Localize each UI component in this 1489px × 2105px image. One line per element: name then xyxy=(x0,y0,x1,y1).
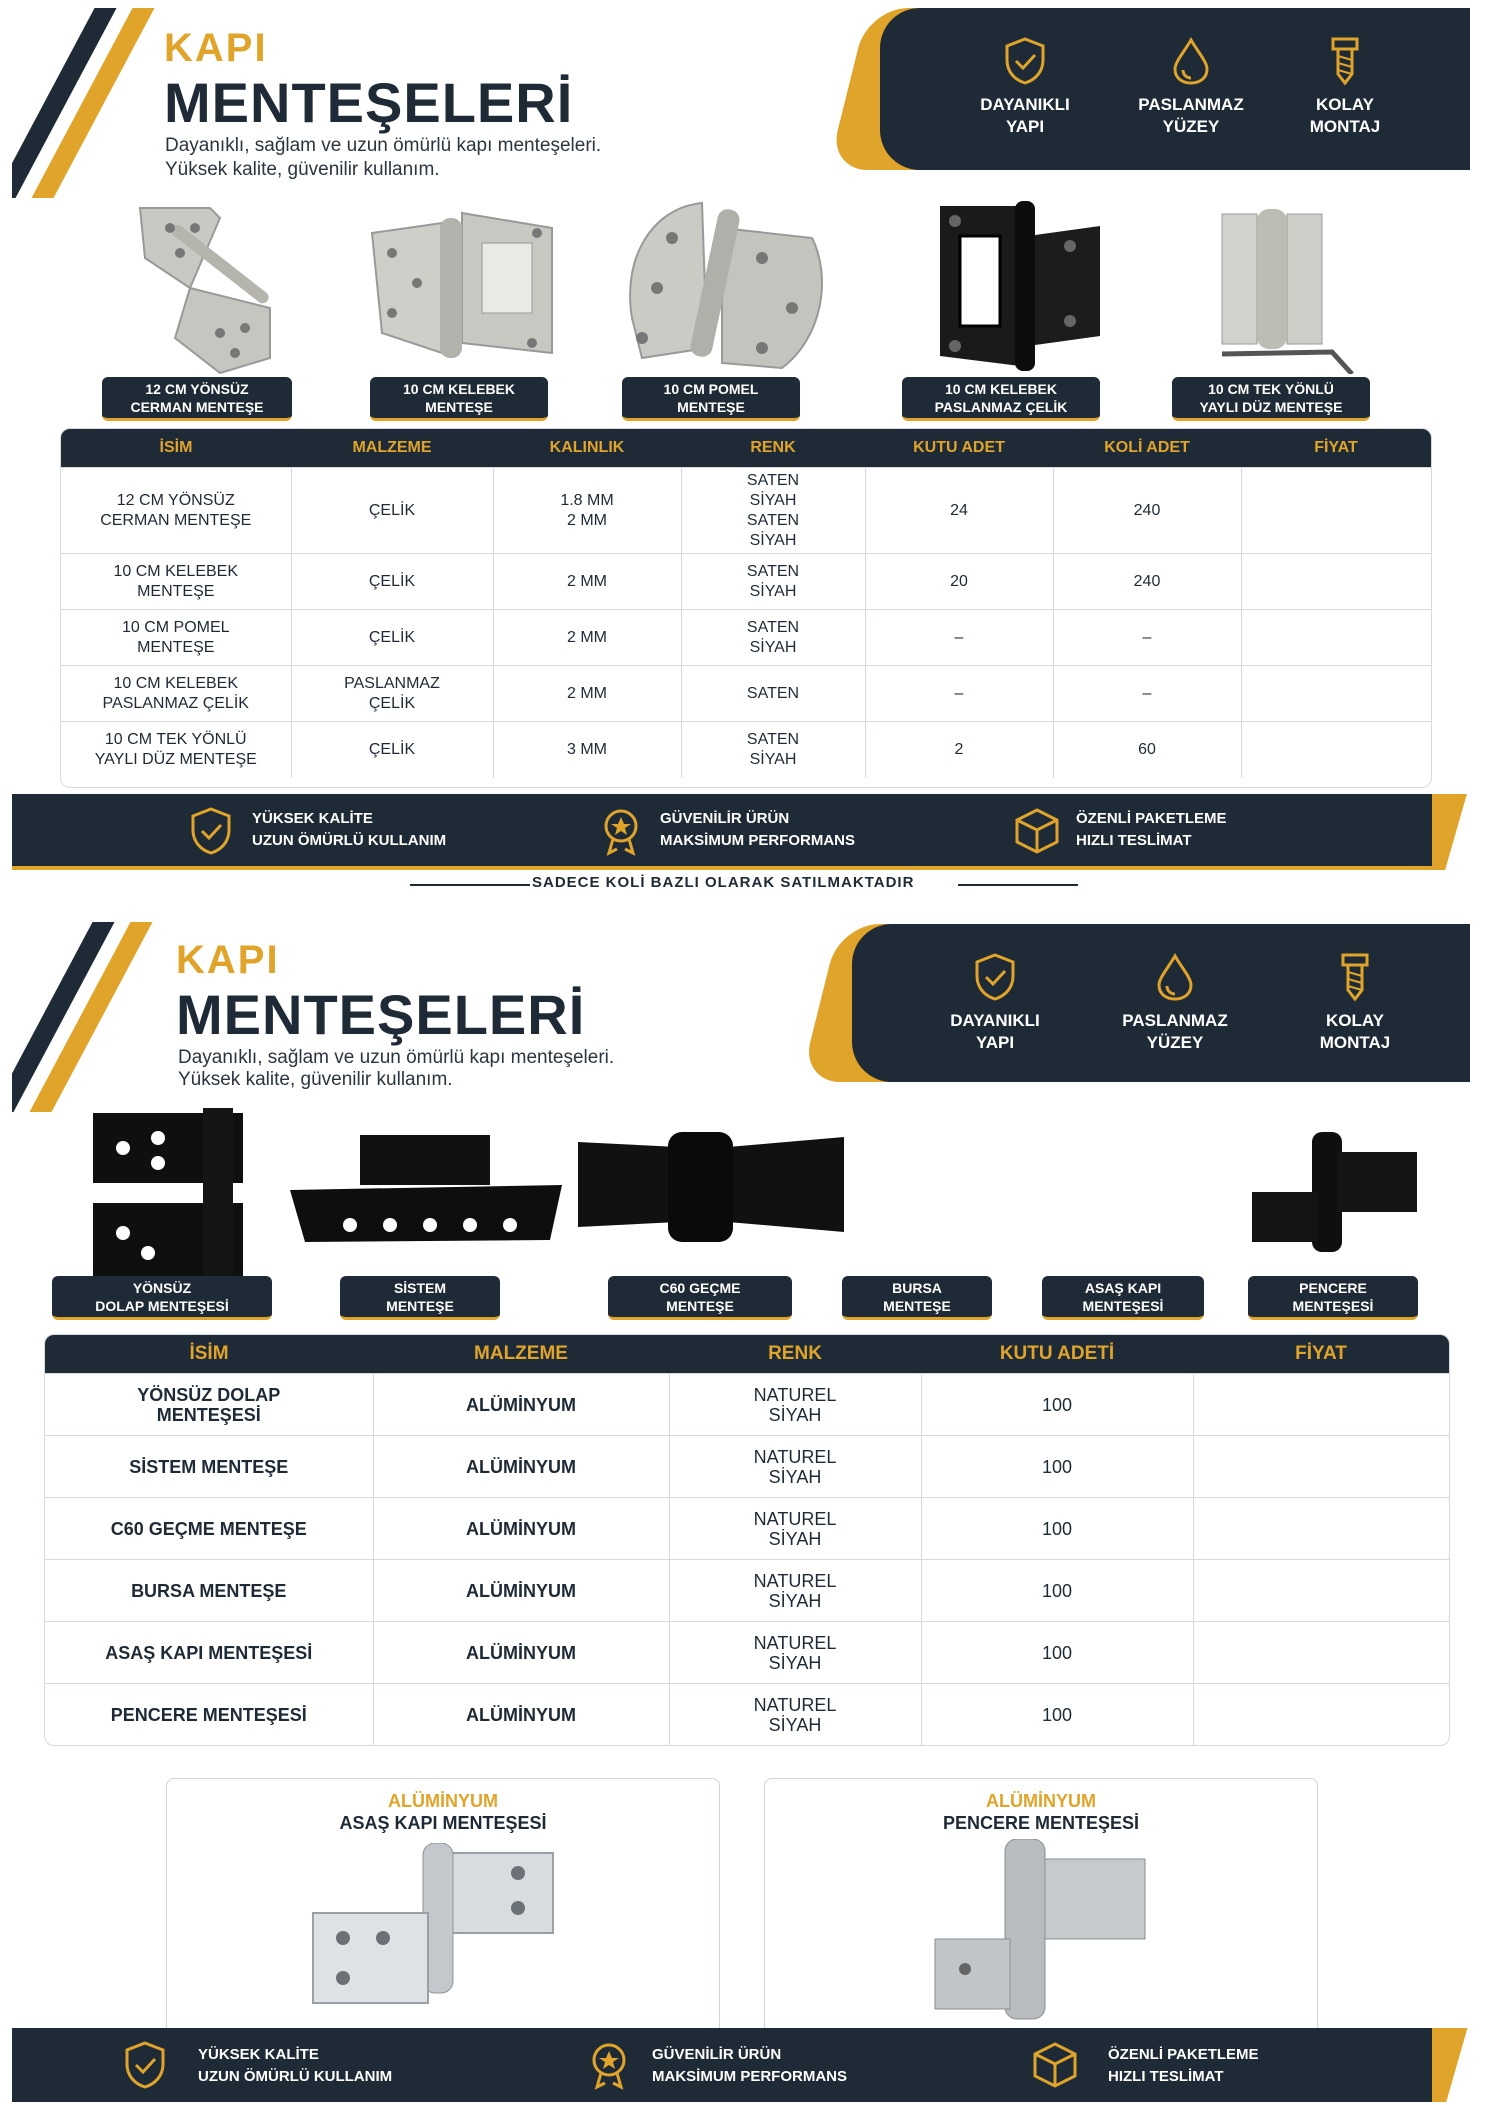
col-header-isim: İSİM xyxy=(61,429,291,468)
col-header-kutu-adet: KUTU ADET xyxy=(865,429,1053,468)
cell-text: YAYLI DÜZ MENTEŞE xyxy=(94,750,257,768)
cell-text: NATUREL xyxy=(753,1384,837,1405)
cell-text: YÖNSÜZ DOLAP xyxy=(137,1384,281,1405)
cell-kutu: 2 xyxy=(865,722,1053,778)
band-text: UZUN ÖMÜRLÜ KULLANIM xyxy=(198,2068,393,2085)
table-row xyxy=(61,468,1431,554)
cell-koli: 240 xyxy=(1053,554,1241,610)
package-box-icon xyxy=(1012,806,1062,856)
pencere-hinge-image xyxy=(925,1839,1165,2029)
hinge-pencere-image xyxy=(1252,1132,1422,1262)
shield-check-icon xyxy=(972,952,1018,1002)
table-row xyxy=(45,1560,1449,1622)
table-row xyxy=(61,554,1431,610)
feature-label: YAPI xyxy=(1005,117,1045,136)
table-row xyxy=(45,1374,1449,1436)
cell-text: NATUREL xyxy=(753,1508,837,1529)
shield-check-icon xyxy=(188,806,234,856)
feature-label: YÜZEY xyxy=(1146,1033,1204,1052)
shield-check-icon xyxy=(1002,36,1048,86)
cell-kutu: 100 xyxy=(921,1684,1193,1746)
band-text: YÜKSEK KALİTE xyxy=(198,2046,319,2063)
product-label-text: 10 CM KELEBEK xyxy=(402,381,516,397)
product-label-5 xyxy=(1172,377,1370,421)
col-header-koli-adet: KOLİ ADET xyxy=(1053,429,1241,468)
cell-fiyat xyxy=(1193,1498,1449,1560)
product-label-text: MENTEŞE xyxy=(386,1298,454,1314)
hinge-12cm-yonsuz-image xyxy=(120,198,290,378)
table-row xyxy=(61,666,1431,722)
feature-stainless xyxy=(1110,952,1240,1054)
cell-renk: SATEN xyxy=(681,666,865,722)
cell-malzeme: ÇELİK xyxy=(291,468,493,554)
cell-koli: – xyxy=(1053,610,1241,666)
cell-text: SİYAH xyxy=(749,531,797,549)
hinge-10cm-tek-yonlu-image xyxy=(1212,204,1362,374)
band-text: GÜVENİLİR ÜRÜN xyxy=(660,810,790,827)
col-header-renk: RENK xyxy=(681,429,865,468)
hinge-10cm-kelebek-paslanmaz-image xyxy=(930,196,1110,376)
cell-text: SATEN xyxy=(746,511,800,529)
card-material: ALÜMİNYUM xyxy=(986,1791,1096,1811)
band-reliable-text xyxy=(652,2044,847,2088)
hinge-10cm-kelebek-image xyxy=(362,203,562,373)
page-title: MENTEŞELERİ xyxy=(176,983,586,1046)
band-text: ÖZENLİ PAKETLEME xyxy=(1076,810,1227,827)
cell-renk xyxy=(681,468,865,554)
cell-isim xyxy=(45,1374,373,1436)
cell-kutu: 100 xyxy=(921,1560,1193,1622)
product-label-5 xyxy=(1042,1276,1204,1320)
cell-text: SATEN xyxy=(746,471,800,489)
subtitle-line-1: Dayanıklı, sağlam ve uzun ömürlü kapı menteşeleri. xyxy=(165,135,602,156)
cell-renk xyxy=(669,1560,921,1622)
cell-isim xyxy=(61,666,291,722)
cell-fiyat xyxy=(1193,1436,1449,1498)
col-header-isim: İSİM xyxy=(45,1335,373,1374)
band-packaging-text xyxy=(1076,808,1227,852)
cell-fiyat xyxy=(1193,1622,1449,1684)
feature-stainless xyxy=(1126,36,1256,138)
cell-kutu: 20 xyxy=(865,554,1053,610)
screw-icon xyxy=(1332,952,1378,1002)
cell-text: SİYAH xyxy=(749,750,797,768)
band-text: ÖZENLİ PAKETLEME xyxy=(1108,2046,1259,2063)
cell-isim: C60 GEÇME MENTEŞE xyxy=(45,1498,373,1560)
feature-label: MONTAJ xyxy=(1309,117,1381,136)
cell-malzeme xyxy=(291,666,493,722)
band-reliable-text xyxy=(660,808,855,852)
cell-text: 10 CM POMEL xyxy=(121,618,230,636)
decor-stripe xyxy=(12,8,132,198)
feature-label: MONTAJ xyxy=(1319,1033,1391,1052)
divider-line xyxy=(410,884,530,886)
product-label-text: MENTEŞE xyxy=(425,399,493,415)
product-card-asas xyxy=(166,1778,720,2034)
band-text: UZUN ÖMÜRLÜ KULLANIM xyxy=(252,832,447,849)
product-label-3 xyxy=(622,377,800,421)
cell-fiyat xyxy=(1241,610,1431,666)
feature-label: PASLANMAZ xyxy=(1122,1011,1228,1030)
table-row xyxy=(45,1498,1449,1560)
band-text: MAKSİMUM PERFORMANS xyxy=(660,832,855,849)
table-row xyxy=(45,1622,1449,1684)
col-header-renk: RENK xyxy=(669,1335,921,1374)
cell-kalinlik xyxy=(493,468,681,554)
cell-malzeme: ALÜMİNYUM xyxy=(373,1622,669,1684)
card-title: PENCERE MENTEŞESİ xyxy=(942,1813,1140,1833)
cell-fiyat xyxy=(1241,554,1431,610)
cell-text: SİYAH xyxy=(768,1404,822,1425)
cell-koli: 240 xyxy=(1053,468,1241,554)
price-table-1 xyxy=(60,428,1432,788)
package-box-icon xyxy=(1030,2040,1080,2090)
product-label-4 xyxy=(902,377,1100,421)
cell-kutu: – xyxy=(865,666,1053,722)
product-label-text: CERMAN MENTEŞE xyxy=(130,399,264,415)
cell-text: PASLANMAZ ÇELİK xyxy=(102,694,249,712)
hinge-sistem-image xyxy=(290,1130,562,1250)
cell-text: CERMAN MENTEŞE xyxy=(100,511,252,529)
band-text: GÜVENİLİR ÜRÜN xyxy=(652,2046,782,2063)
cell-isim: PENCERE MENTEŞESİ xyxy=(45,1684,373,1746)
cell-text: SATEN xyxy=(746,730,800,748)
product-label-text: 10 CM POMEL xyxy=(663,381,759,397)
cell-text: NATUREL xyxy=(753,1694,837,1715)
cell-renk xyxy=(681,554,865,610)
product-label-text: DOLAP MENTEŞESİ xyxy=(95,1298,229,1314)
product-label-text: 10 CM KELEBEK xyxy=(944,381,1058,397)
cell-isim: BURSA MENTEŞE xyxy=(45,1560,373,1622)
cell-renk xyxy=(669,1498,921,1560)
cell-text: MENTEŞESİ xyxy=(156,1404,261,1425)
cell-fiyat xyxy=(1241,468,1431,554)
table-row xyxy=(61,610,1431,666)
decor-stripe xyxy=(12,922,130,1112)
card-title: ASAŞ KAPI MENTEŞESİ xyxy=(339,1813,547,1833)
catalog-panel-2 xyxy=(12,922,1470,2102)
cell-text: SİYAH xyxy=(749,638,797,656)
product-label-4 xyxy=(842,1276,992,1320)
product-label-text: YÖNSÜZ xyxy=(132,1280,192,1296)
feature-label: KOLAY xyxy=(1326,1011,1384,1030)
cell-isim xyxy=(61,722,291,778)
cell-malzeme: ALÜMİNYUM xyxy=(373,1560,669,1622)
feature-label: DAYANIKLI xyxy=(980,95,1070,114)
hinge-yonsuz-dolap-image xyxy=(88,1108,258,1283)
cell-text: 10 CM KELEBEK xyxy=(113,562,238,580)
card-material: ALÜMİNYUM xyxy=(388,1791,498,1811)
cell-text: SATEN xyxy=(746,562,800,580)
droplet-icon xyxy=(1168,36,1214,86)
col-header-kalinlik: KALINLIK xyxy=(493,429,681,468)
band-quality-text xyxy=(198,2044,392,2088)
cell-kalinlik: 2 MM xyxy=(493,554,681,610)
col-header-fiyat: FİYAT xyxy=(1241,429,1431,468)
shield-check-icon xyxy=(122,2040,168,2090)
droplet-icon xyxy=(1152,952,1198,1002)
cell-text: 2 MM xyxy=(567,511,607,529)
cell-renk xyxy=(669,1622,921,1684)
cell-text: MENTEŞE xyxy=(137,638,215,656)
cell-renk xyxy=(669,1684,921,1746)
table-row xyxy=(45,1684,1449,1746)
cell-isim xyxy=(61,610,291,666)
cell-kalinlik: 2 MM xyxy=(493,666,681,722)
product-label-3 xyxy=(608,1276,792,1320)
product-label-text: YAYLI DÜZ MENTEŞE xyxy=(1199,399,1343,415)
cell-fiyat xyxy=(1193,1374,1449,1436)
medal-icon xyxy=(598,806,644,856)
hinge-c60-gecme-image xyxy=(578,1132,844,1242)
col-header-malzeme: MALZEME xyxy=(291,429,493,468)
cell-isim xyxy=(61,468,291,554)
subtitle-line-1: Dayanıklı, sağlam ve uzun ömürlü kapı menteşeleri. xyxy=(178,1047,615,1068)
cell-koli: 60 xyxy=(1053,722,1241,778)
product-label-text: MENTEŞE xyxy=(666,1298,734,1314)
bottom-note: SADECE KOLİ BAZLI OLARAK SATILMAKTADIR xyxy=(532,874,915,891)
cell-text: 10 CM KELEBEK xyxy=(113,674,238,692)
asas-hinge-image xyxy=(303,1843,583,2023)
product-label-2 xyxy=(340,1276,500,1320)
cell-text: ÇELİK xyxy=(368,694,416,712)
product-label-text: 10 CM TEK YÖNLÜ xyxy=(1208,381,1334,397)
catalog-panel-1 xyxy=(12,8,1470,894)
medal-icon xyxy=(586,2040,632,2090)
cell-text: SİYAH xyxy=(768,1714,822,1735)
table-row xyxy=(61,722,1431,778)
feature-durable xyxy=(960,36,1090,138)
screw-icon xyxy=(1322,36,1368,86)
cell-isim xyxy=(61,554,291,610)
cell-kutu: 100 xyxy=(921,1498,1193,1560)
cell-kutu: – xyxy=(865,610,1053,666)
cell-text: NATUREL xyxy=(753,1632,837,1653)
divider-line xyxy=(958,884,1078,886)
subtitle-line-2: Yüksek kalite, güvenilir kullanım. xyxy=(165,159,440,180)
cell-renk xyxy=(669,1374,921,1436)
product-label-text: BURSA xyxy=(892,1280,942,1296)
cell-text: 12 CM YÖNSÜZ xyxy=(116,491,235,509)
hinge-10cm-pomel-image xyxy=(612,198,842,378)
cell-text: 1.8 MM xyxy=(560,491,614,509)
product-label-text: 12 CM YÖNSÜZ xyxy=(145,381,249,397)
price-table-2 xyxy=(44,1334,1450,1746)
feature-easy-mount xyxy=(1280,36,1410,138)
product-label-text: PASLANMAZ ÇELİK xyxy=(934,399,1068,415)
cell-kalinlik: 3 MM xyxy=(493,722,681,778)
cell-text: SATEN xyxy=(746,618,800,636)
feature-easy-mount xyxy=(1290,952,1420,1054)
cell-renk xyxy=(681,610,865,666)
cell-text: SİYAH xyxy=(768,1466,822,1487)
col-header-kutu-adeti: KUTU ADETİ xyxy=(921,1335,1193,1374)
cell-malzeme: ALÜMİNYUM xyxy=(373,1374,669,1436)
band-packaging-text xyxy=(1108,2044,1259,2088)
cell-malzeme: ALÜMİNYUM xyxy=(373,1498,669,1560)
cell-text: SİYAH xyxy=(768,1652,822,1673)
feature-label: DAYANIKLI xyxy=(950,1011,1040,1030)
cell-text: MENTEŞE xyxy=(137,582,215,600)
cell-text: NATUREL xyxy=(753,1446,837,1467)
cell-renk xyxy=(681,722,865,778)
band-text: YÜKSEK KALİTE xyxy=(252,810,373,827)
cell-malzeme: ÇELİK xyxy=(291,610,493,666)
cell-isim: SİSTEM MENTEŞE xyxy=(45,1436,373,1498)
cell-text: SİYAH xyxy=(768,1528,822,1549)
cell-fiyat xyxy=(1193,1560,1449,1622)
product-card-pencere xyxy=(764,1778,1318,2034)
product-label-text: ASAŞ KAPI xyxy=(1084,1280,1162,1296)
product-label-text: SİSTEM xyxy=(393,1280,447,1296)
cell-renk xyxy=(669,1436,921,1498)
cell-kutu: 100 xyxy=(921,1374,1193,1436)
band-quality-text xyxy=(252,808,446,852)
feature-label: KOLAY xyxy=(1316,95,1374,114)
product-label-1 xyxy=(102,377,292,421)
cell-kutu: 24 xyxy=(865,468,1053,554)
cell-kalinlik: 2 MM xyxy=(493,610,681,666)
cell-text: SİYAH xyxy=(749,582,797,600)
product-label-text: C60 GEÇME xyxy=(659,1280,741,1296)
cell-fiyat xyxy=(1193,1684,1449,1746)
cell-malzeme: ÇELİK xyxy=(291,554,493,610)
band-text: HIZLI TESLİMAT xyxy=(1076,832,1192,849)
col-header-malzeme: MALZEME xyxy=(373,1335,669,1374)
table-row xyxy=(45,1436,1449,1498)
cell-fiyat xyxy=(1241,722,1431,778)
cell-kutu: 100 xyxy=(921,1622,1193,1684)
cell-malzeme: ÇELİK xyxy=(291,722,493,778)
cell-text: 10 CM TEK YÖNLÜ xyxy=(104,730,247,748)
col-header-fiyat: FİYAT xyxy=(1193,1335,1449,1374)
product-label-text: MENTEŞESİ xyxy=(1292,1298,1374,1314)
band-text: MAKSİMUM PERFORMANS xyxy=(652,2068,847,2085)
cell-isim: ASAŞ KAPI MENTEŞESİ xyxy=(45,1622,373,1684)
product-label-1 xyxy=(52,1276,272,1320)
cell-kutu: 100 xyxy=(921,1436,1193,1498)
cell-koli: – xyxy=(1053,666,1241,722)
product-label-text: PENCERE xyxy=(1299,1280,1367,1296)
band-text: HIZLI TESLİMAT xyxy=(1108,2068,1224,2085)
cell-text: NATUREL xyxy=(753,1570,837,1591)
feature-label: YAPI xyxy=(975,1033,1015,1052)
cell-malzeme: ALÜMİNYUM xyxy=(373,1684,669,1746)
title-kapi: KAPI xyxy=(164,26,268,70)
product-label-text: MENTEŞE xyxy=(677,399,745,415)
feature-durable xyxy=(930,952,1060,1054)
product-label-text: MENTEŞESİ xyxy=(1082,1298,1164,1314)
cell-malzeme: ALÜMİNYUM xyxy=(373,1436,669,1498)
cell-fiyat xyxy=(1241,666,1431,722)
title-kapi: KAPI xyxy=(176,938,280,982)
cell-text: SİYAH xyxy=(749,491,797,509)
cell-text: PASLANMAZ xyxy=(344,674,440,692)
feature-label: PASLANMAZ xyxy=(1138,95,1244,114)
feature-label: YÜZEY xyxy=(1162,117,1220,136)
subtitle-line-2: Yüksek kalite, güvenilir kullanım. xyxy=(178,1069,453,1090)
product-label-6 xyxy=(1248,1276,1418,1320)
page-title: MENTEŞELERİ xyxy=(164,71,574,134)
product-label-2 xyxy=(370,377,548,421)
product-label-text: MENTEŞE xyxy=(883,1298,951,1314)
cell-text: SİYAH xyxy=(768,1590,822,1611)
